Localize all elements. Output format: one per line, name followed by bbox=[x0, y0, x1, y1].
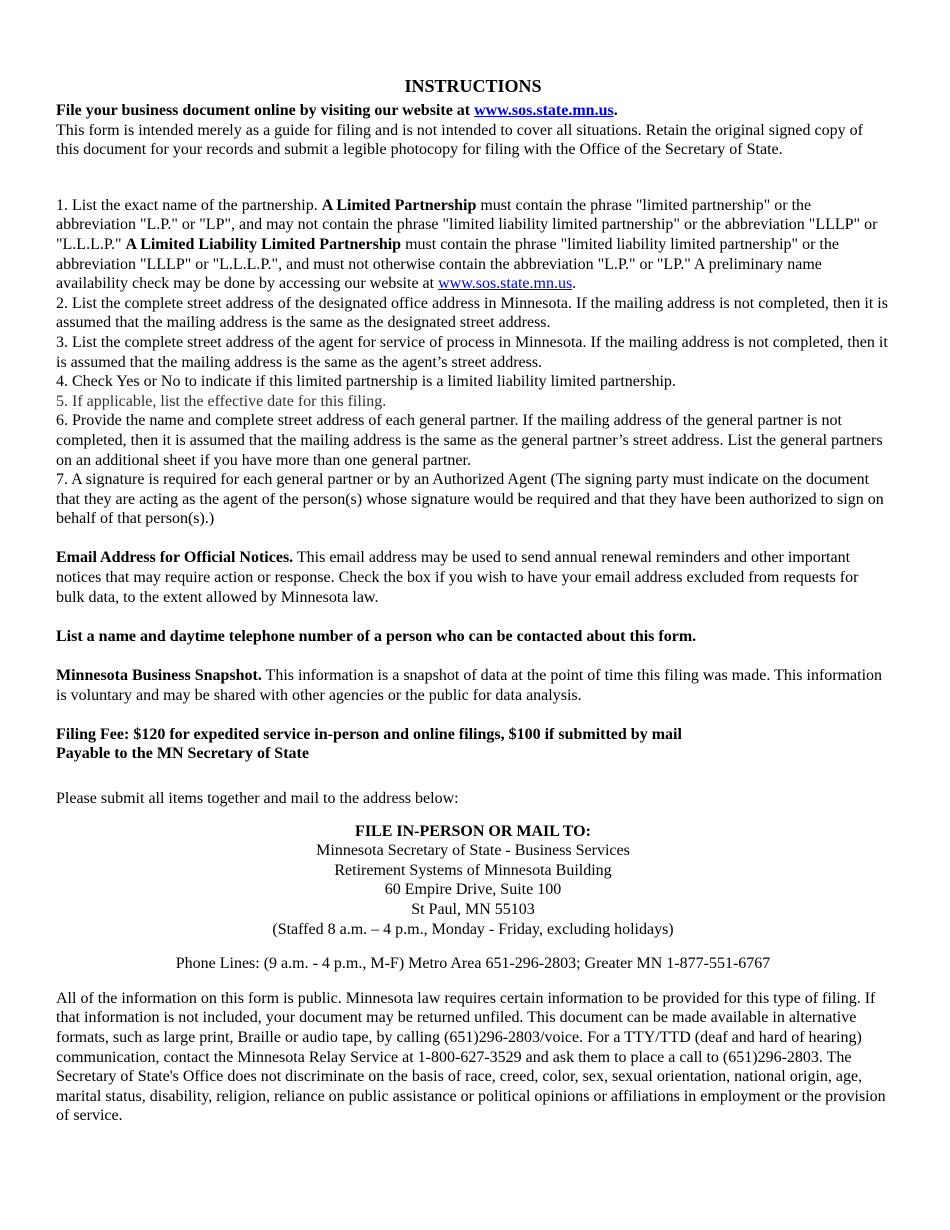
submit-instruction: Please submit all items together and mail to the address below: bbox=[56, 790, 459, 807]
item-1 bbox=[56, 196, 890, 294]
email-notice-text: This email address may be used to send annual renewal reminders and other important notices that may require action or response. Check the box if you wish to have your email address excluded from requests for bulk data, to the extent allowed by Minnesota law. bbox=[56, 549, 859, 606]
item-3: 3. List the complete street address of the agent for service of process in Minnesota. If the mailing address is not completed, then it is assumed that the mailing address is the same as the agent’s street address. bbox=[56, 333, 888, 371]
spacer bbox=[56, 646, 890, 666]
spacer bbox=[56, 764, 890, 789]
spacer bbox=[56, 809, 890, 822]
page-title: INSTRUCTIONS bbox=[404, 76, 542, 96]
address-line: St Paul, MN 55103 bbox=[411, 900, 535, 918]
office-hours: (Staffed 8 a.m. – 4 p.m., Monday - Friday, excluding holidays) bbox=[272, 920, 674, 938]
business-snapshot-text: This information is a snapshot of data at the point of time this filing was made. This information is voluntary and may be shared with other agencies or the public for data analysis. bbox=[56, 667, 883, 704]
item-1-website-link[interactable]: www.sos.state.mn.us bbox=[438, 275, 573, 293]
online-filing-lead: File your business document online by visiting our website at bbox=[56, 102, 475, 119]
item-1-lllp-text: must contain the phrase "limited liability limited partnership" or the abbreviation "LLLP" or "L.L.L.P.", and must not otherwise contain the abbreviation "L.P." or "LP." A preliminary name availability check may be done by accessing our website at bbox=[56, 235, 839, 293]
item-1-end: . bbox=[572, 275, 577, 293]
item-5: 5. If applicable, list the effective date for this filing. bbox=[56, 392, 387, 410]
business-snapshot bbox=[56, 666, 890, 705]
item-1-lp-text: must contain the phrase "limited partnership" or the abbreviation "L.P." or "LP", and may not contain the phrase "limited liability limited partnership" or the abbreviation "LLLP" or "L.L.L.P." bbox=[56, 196, 878, 253]
intro-paragraph: This form is intended merely as a guide for filing and is not intended to cover all situations. Retain the original signed copy of this document for your records and submit a legible photocopy for filing with the Office of the Secretary of State. bbox=[56, 121, 863, 159]
spacer bbox=[56, 160, 890, 196]
email-notice-label: Email Address for Official Notices. bbox=[56, 549, 294, 567]
spacer bbox=[56, 607, 890, 627]
spacer bbox=[56, 974, 890, 989]
spacer bbox=[56, 529, 890, 549]
item-6: 6. Provide the name and complete street address of each general partner. If the mailing address of the general partner is not completed, then it is assumed that the mailing address is the same as the general partner’s street address. List the general partners on an additional sheet if you have more than one general partner. bbox=[56, 412, 883, 469]
item-1-lead: 1. List the exact name of the partnership. bbox=[56, 196, 322, 214]
address-title: FILE IN-PERSON OR MAIL TO: bbox=[355, 822, 591, 840]
phone-lines: Phone Lines: (9 a.m. - 4 p.m., M-F) Metro Area 651-296-2803; Greater MN 1-877-551-6767 bbox=[175, 955, 771, 973]
instructions-page bbox=[56, 75, 890, 1126]
business-snapshot-label: Minnesota Business Snapshot. bbox=[56, 667, 262, 685]
item-4: 4. Check Yes or No to indicate if this limited partnership is a limited liability limited partnership. bbox=[56, 373, 676, 391]
address-line: Minnesota Secretary of State - Business Services bbox=[316, 842, 630, 860]
address-line: Retirement Systems of Minnesota Building bbox=[334, 861, 612, 879]
spacer bbox=[56, 705, 890, 725]
item-7: 7. A signature is required for each general partner or by an Authorized Agent (The signing party must indicate on the document that they are acting as the agent of the person(s) whose signature would be required and that they have been authorized to sign on behalf of that person(s).) bbox=[56, 471, 884, 528]
mailing-address bbox=[56, 822, 890, 940]
contact-instruction: List a name and daytime telephone number of a person who can be contacted about this form. bbox=[56, 627, 697, 645]
spacer bbox=[56, 939, 890, 954]
address-line: 60 Empire Drive, Suite 100 bbox=[384, 881, 562, 899]
item-1-lllp-heading: A Limited Liability Limited Partnership bbox=[125, 235, 402, 253]
payable-to: Payable to the MN Secretary of State bbox=[56, 745, 309, 763]
item-2: 2. List the complete street address of the designated office address in Minnesota. If the mailing address is not completed, then it is assumed that the mailing address is the same as the designated street address. bbox=[56, 294, 888, 332]
online-filing-end: . bbox=[613, 102, 618, 119]
filing-fee: Filing Fee: $120 for expedited service in-person and online filings, $100 if submitted by mail bbox=[56, 725, 682, 743]
item-1-lp-heading: A Limited Partnership bbox=[321, 196, 477, 214]
public-information-notice: All of the information on this form is public. Minnesota law requires certain information to be provided for this type of filing. If that information is not included, your document may be returned unfiled. This document can be made available in alternative formats, such as large print, Braille or audio tape, by calling (651)296-2803/voice. For a TTY/TTD (deaf and hard of hearing) communication, contact the Minnesota Relay Service at 1-800-627-3529 and ask them to place a call to (651)296-2803. The Secretary of State's Office does not discriminate on the basis of race, creed, color, sex, sexual orientation, national origin, age, marital status, disability, religion, reliance on public assistance or political opinions or affiliations in employment or the provision of service. bbox=[56, 989, 886, 1125]
online-filing-line bbox=[56, 101, 890, 121]
email-notice bbox=[56, 548, 890, 607]
website-link[interactable]: www.sos.state.mn.us bbox=[474, 102, 614, 119]
